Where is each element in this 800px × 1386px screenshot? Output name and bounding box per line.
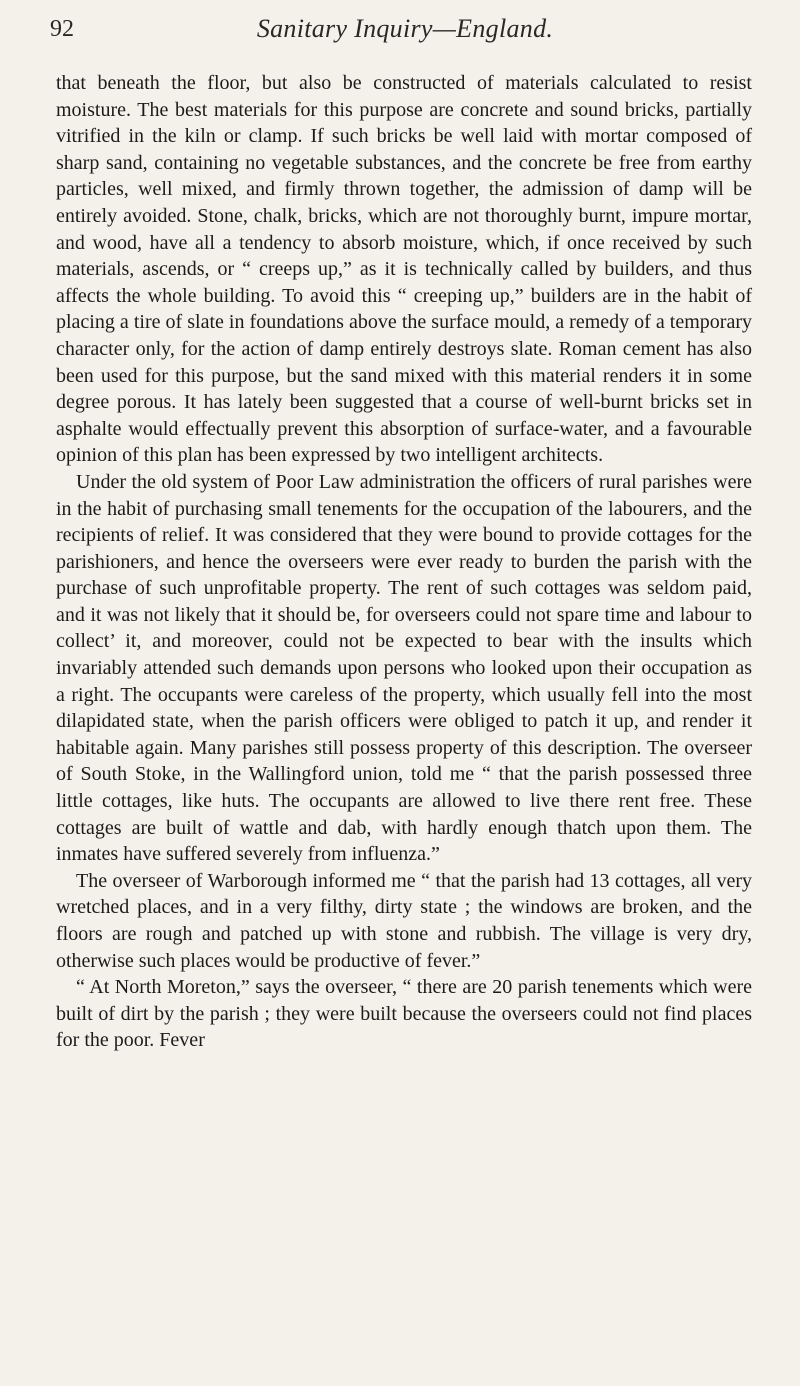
running-head: Sanitary Inquiry—England.	[256, 14, 554, 43]
body-text	[56, 70, 752, 1054]
paragraph-continued: that beneath the floor, but also be constructed of materials calculated to resist moisture. The best materials for this purpose are concrete and sound bricks, partially vitrified in the kiln or clamp. If such bricks be well laid with mortar composed of sharp sand, containing no vegetable substances, and the concrete be free from earthy particles, well mixed, and firmly thrown together, the admission of damp will be entirely avoided. Stone, chalk, bricks, which are not thoroughly burnt, impure mortar, and wood, have all a tendency to absorb moisture, which, if once received by such materials, ascends, or “ creeps up,” as it is technically called by builders, and thus affects the whole building. To avoid this “ creeping up,” builders are in the habit of placing a tire of slate in foundations above the surface mould, a remedy of a temporary character only, for the action of damp entirely destroys slate. Roman cement has also been used for this purpose, but the sand mixed with this material renders it in some degree porous. It has lately been suggested that a course of well-burnt bricks set in asphalte would effectually prevent this absorption of surface-water, and a favourable opinion of this plan has been expressed by two intelligent architects.	[56, 72, 752, 467]
page-number: 92	[50, 16, 74, 42]
paragraph-warborough: The overseer of Warborough informed me “ that the parish had 13 cottages, all very wretched places, and in a very filthy, dirty state ; the windows are broken, and the floors are rough and patched up with stone and rubbish. The village is very dry, otherwise such places would be productive of fever.”	[56, 869, 752, 972]
paragraph-north-moreton: “ At North Moreton,” says the overseer, “ there are 20 parish tenements which were built of dirt by the parish ; they were built because the overseers could not find places for the poor. Fever	[56, 976, 752, 1052]
paragraph-poor-law: Under the old system of Poor Law administration the officers of rural parishes were in the habit of purchasing small tenements for the occupation of the labourers, and the recipients of relief. It was considered that they were bound to provide cottages for the parishioners, and hence the overseers were ever ready to burden the parish with the purchase of such unprofitable property. The rent of such cottages was seldom paid, and it was not likely that it should be, for overseers could not spare time and labour to collect’ it, and moreover, could not be expected to bear with the insults which invariably attended such demands upon persons who looked upon their occupation as a right. The occupants were careless of the property, which usually fell into the most dilapidated state, when the parish officers were obliged to patch it up, and render it habitable again. Many parishes still possess property of this description. The overseer of South Stoke, in the Wallingford union, told me “ that the parish possessed three little cottages, like huts. The occupants are allowed to live there rent free. These cottages are built of wattle and dab, with hardly enough thatch upon them. The inmates have suffered severely from influenza.”	[56, 470, 752, 866]
page-header	[50, 14, 760, 58]
